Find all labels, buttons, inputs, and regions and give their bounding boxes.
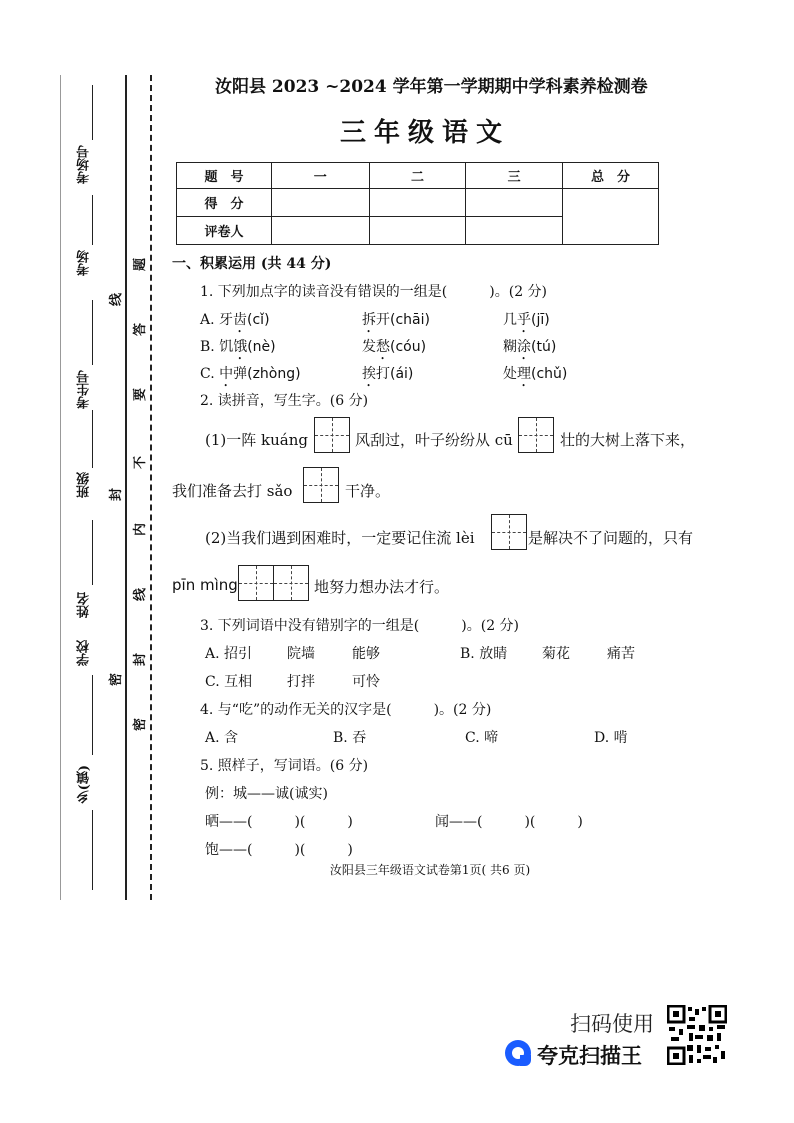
field-label-student-no: 考生号 (77, 370, 92, 409)
writing-grid[interactable] (238, 565, 309, 601)
q2-text: (1)一阵 kuáng (205, 431, 308, 449)
qr-code-icon[interactable] (667, 1005, 727, 1065)
score-row-label: 评卷人 (177, 217, 272, 245)
field-blank-exam-site[interactable] (92, 195, 93, 245)
exam-title: 汝阳县 2023 ~2024 学年第一学期期中学科素养检测卷 (215, 77, 648, 97)
q1-option: B. 饥饿(nè) (200, 339, 276, 355)
field-label-class: 班级 (77, 472, 92, 498)
field-label-school: 学校 (77, 640, 92, 666)
grader-cell[interactable] (466, 217, 563, 245)
score-header: 二 (369, 163, 466, 189)
seal-char: 不 (133, 455, 149, 470)
q3-option: C. 互相 (205, 674, 253, 690)
score-table (176, 162, 659, 245)
score-cell[interactable] (271, 189, 369, 217)
seal-char-left: 封 (109, 487, 125, 502)
binding-line-solid (125, 75, 127, 900)
seal-char: 封 (133, 652, 149, 667)
margin-line (60, 75, 61, 900)
score-header: 题 号 (177, 163, 272, 189)
field-label-exam-site: 考场 (77, 250, 92, 276)
total-score-cell[interactable] (563, 189, 659, 245)
q2-text: 风刮过，叶子纷纷从 cū (355, 431, 513, 449)
q2-text: pīn mìng (172, 576, 238, 594)
q1-option: A. 牙齿(cǐ) (200, 312, 270, 328)
q3-option: B. 放睛 (460, 646, 508, 662)
score-header: 三 (466, 163, 563, 189)
seal-char-left: 密 (109, 672, 125, 687)
brand-text: 夸克扫描王 (537, 1044, 642, 1068)
q4-option: D. 啃 (594, 730, 628, 746)
q2-text: 壮的大树上落下来， (560, 431, 696, 449)
q5-row[interactable]: 晒——( )( ) (205, 814, 353, 830)
q2-text: 我们准备去打 sǎo (172, 482, 293, 500)
q5-stem: 5. 照样子，写词语。(6 分) (200, 758, 369, 774)
score-cell[interactable] (466, 189, 563, 217)
field-blank-exam-room-no[interactable] (92, 85, 93, 140)
q3-option: 菊花 (542, 646, 570, 662)
subject-title: 三年级语文 (340, 118, 511, 148)
seal-char: 线 (133, 587, 149, 602)
q1-option: 挨打(ái) (362, 366, 414, 382)
binding-line-dashed (150, 75, 152, 900)
writing-grid[interactable] (491, 514, 527, 550)
q2-stem: 2. 读拼音，写生字。(6 分) (200, 393, 369, 409)
score-row-label: 得 分 (177, 189, 272, 217)
field-label-exam-room-no: 考场号 (77, 145, 92, 184)
q4-option: B. 吞 (333, 730, 367, 746)
q1-option: 处理(chǔ) (503, 366, 568, 382)
seal-char-left: 线 (109, 292, 125, 307)
q3-option: A. 招引 (205, 646, 253, 662)
q2-text: (2)当我们遇到困难时，一定要记住流 lèi (205, 529, 475, 547)
q4-stem: 4. 与“吃”的动作无关的汉字是( )。(2 分) (200, 702, 492, 718)
field-blank-town[interactable] (92, 810, 93, 890)
q2-text: 地努力想办法才行。 (314, 578, 450, 596)
field-label-town: 乡(镇) (77, 765, 92, 804)
grader-cell[interactable] (271, 217, 369, 245)
q3-stem: 3. 下列词语中没有错别字的一组是( )。(2 分) (200, 618, 520, 634)
q3-option: 可怜 (352, 674, 380, 690)
page-footer: 汝阳县三年级语文试卷第1页( 共6 页) (329, 863, 531, 877)
q4-option: A. 含 (205, 730, 239, 746)
q5-row[interactable]: 饱——( )( ) (205, 842, 353, 858)
q1-stem: 1. 下列加点字的读音没有错误的一组是( )。(2 分) (200, 284, 548, 300)
q3-option: 院墙 (287, 646, 315, 662)
seal-char: 答 (133, 322, 149, 337)
score-header: 总 分 (563, 163, 659, 189)
q2-text: 是解决不了问题的，只有 (528, 529, 694, 547)
q4-option: C. 啼 (465, 730, 499, 746)
seal-char: 密 (133, 717, 149, 732)
score-header: 一 (271, 163, 369, 189)
field-blank-student-no[interactable] (92, 300, 93, 365)
quark-logo-icon (505, 1040, 531, 1066)
grader-cell[interactable] (369, 217, 466, 245)
writing-grid[interactable] (314, 417, 350, 453)
seal-char: 题 (133, 257, 149, 272)
q3-option: 打拌 (287, 674, 315, 690)
q1-option: C. 中弹(zhòng) (200, 366, 301, 382)
q1-option: 糊涂(tú) (503, 339, 557, 355)
writing-grid[interactable] (518, 417, 554, 453)
q3-option: 能够 (352, 646, 380, 662)
q5-example: 例：城——诚(诚实) (205, 786, 328, 802)
q5-row[interactable]: 闻——( )( ) (435, 814, 583, 830)
scan-text: 扫码使用 (570, 1012, 654, 1036)
score-cell[interactable] (369, 189, 466, 217)
q1-option: 拆开(chāi) (362, 312, 430, 328)
field-blank-school[interactable] (92, 675, 93, 755)
field-label-name: 姓名 (77, 592, 92, 618)
seal-char: 要 (133, 387, 149, 402)
field-blank-name[interactable] (92, 520, 93, 585)
q1-option: 发愁(cóu) (362, 339, 427, 355)
seal-char: 内 (133, 522, 149, 537)
writing-grid[interactable] (303, 467, 339, 503)
section-title: 一、积累运用 (共 44 分) (172, 256, 332, 272)
q1-option: 几乎(jī) (503, 312, 550, 328)
q3-option: 痛苦 (607, 646, 635, 662)
q2-text: 干净。 (345, 482, 391, 500)
field-blank-class[interactable] (92, 410, 93, 468)
